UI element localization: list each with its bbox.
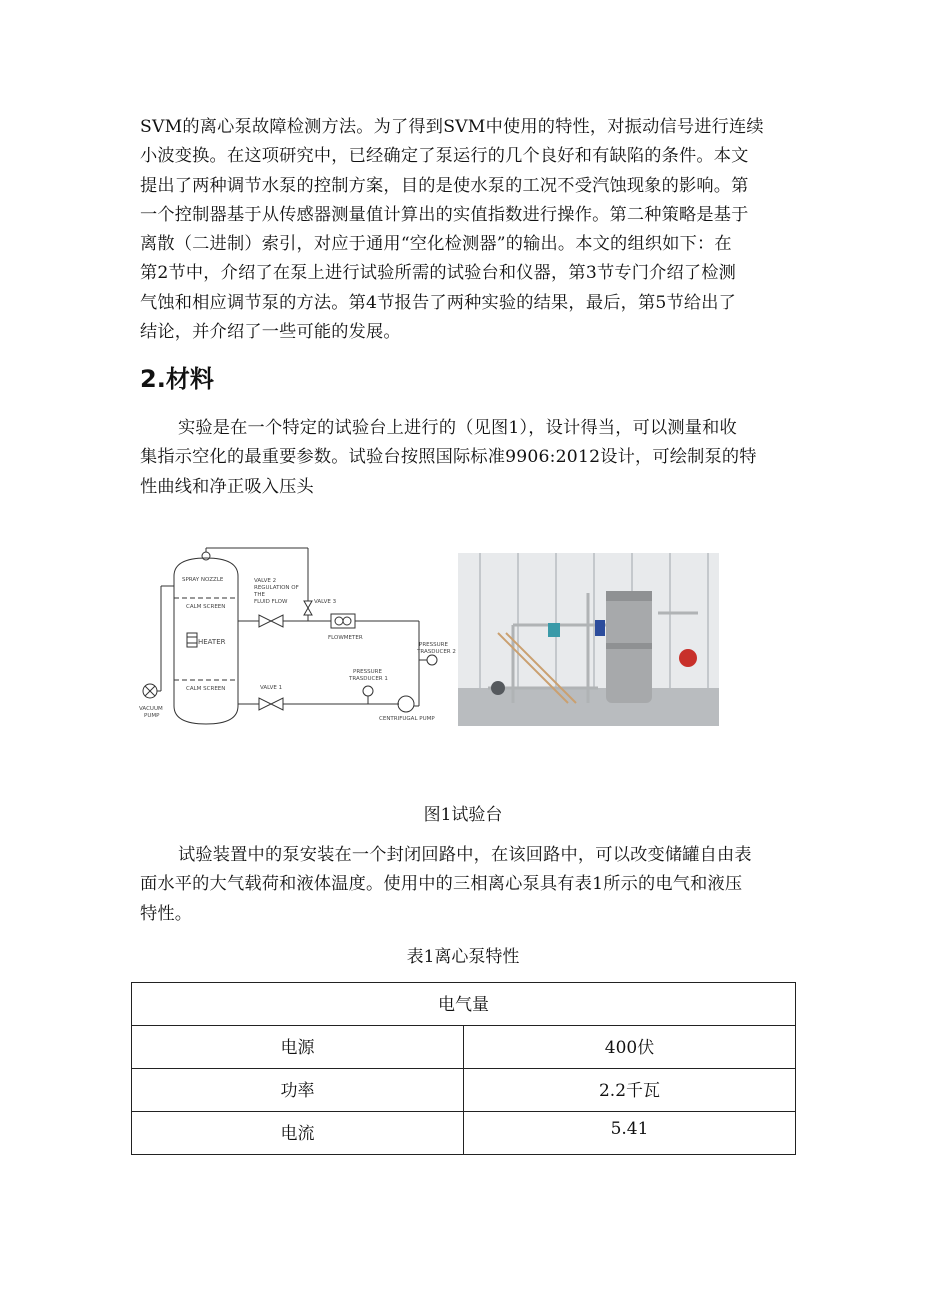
materials-line: 集指示空化的最重要参数。试验台按照国际标准9906:2012设计，可绘制泵的特 <box>140 447 757 468</box>
table-cell-name: 功率 <box>132 1069 464 1112</box>
valve-2-icon <box>259 615 283 627</box>
intro-line: 离散（二进制）索引，对应于通用“空化检测器”的输出。本文的组织如下：在 <box>140 234 732 255</box>
flowmeter-photo <box>548 623 560 637</box>
table-cell-value: 5.41 <box>464 1112 796 1155</box>
diagram-label: PUMP <box>144 713 160 719</box>
test-bench-diagram <box>136 546 456 726</box>
diagram-label: CALM SCREEN <box>186 604 226 610</box>
diagram-label: CALM SCREEN <box>186 686 226 692</box>
diagram-label: VALVE 3 <box>314 599 337 605</box>
pump-characteristics-table <box>131 982 796 1155</box>
intro-line: 第2节中，介绍了在泵上进行试验所需的试验台和仪器，第3节专门介绍了检测 <box>140 263 737 284</box>
intro-line: SVM的离心泵故障检测方法。为了得到SVM中使用的特性，对振动信号进行连续 <box>140 117 764 137</box>
diagram-label: PRESSURE <box>419 642 448 648</box>
diagram-label: FLOWMETER <box>328 635 363 641</box>
diagram-label: FLUID FLOW <box>254 599 288 605</box>
table-cell-name: 电源 <box>132 1026 464 1069</box>
materials-line: 实验是在一个特定的试验台上进行的（见图1），设计得当，可以测量和收 <box>178 418 737 438</box>
pressure-transducer-2-icon <box>427 655 437 665</box>
diagram-label: THE <box>254 592 265 598</box>
intro-line: 小波变换。在这项研究中，已经确定了泵运行的几个良好和有缺陷的条件。本文 <box>140 146 749 167</box>
diagram-label: SPRAY NOZZLE <box>182 577 224 583</box>
intro-line: 提出了两种调节水泵的控制方案，目的是使水泵的工况不受汽蚀现象的影响。第 <box>140 175 749 196</box>
diagram-label: HEATER <box>198 638 226 646</box>
setup-paragraph <box>140 841 790 929</box>
table-row <box>132 1112 796 1155</box>
valve-photo <box>595 620 605 636</box>
diagram-label: TRASDUCER 1 <box>349 676 388 682</box>
table-header-cell: 电气量 <box>132 983 796 1026</box>
table-row <box>132 983 796 1026</box>
intro-line: 结论，并介绍了一些可能的发展。 <box>140 322 401 343</box>
valve-1-icon <box>259 698 283 710</box>
setup-line: 试验装置中的泵安装在一个封闭回路中，在该回路中，可以改变储罐自由表 <box>178 845 752 865</box>
spray-nozzle-icon <box>202 552 210 560</box>
centrifugal-pump-icon <box>398 696 414 712</box>
heater-icon <box>187 633 197 647</box>
valve-3-icon <box>304 601 312 615</box>
intro-paragraph <box>140 113 790 347</box>
setup-line: 面水平的大气载荷和液体温度。使用中的三相离心泵具有表1所示的电气和液压 <box>140 874 743 895</box>
test-bench-photo <box>458 553 719 726</box>
table-row <box>132 1026 796 1069</box>
materials-line: 性曲线和净正吸入压头 <box>140 476 314 497</box>
intro-line: 一个控制器基于从传感器测量值计算出的实值指数进行操作。第二种策略是基于 <box>140 204 749 225</box>
table-caption: 表1离心泵特性 <box>406 947 520 967</box>
diagram-label: VALVE 2 <box>254 578 277 584</box>
table-cell-value: 2.2千瓦 <box>464 1069 796 1112</box>
diagram-label: CENTRIFUGAL PUMP <box>379 716 435 722</box>
setup-line: 特性。 <box>140 903 193 924</box>
figure-caption: 图1试验台 <box>423 805 503 825</box>
table-cell-value: 400伏 <box>464 1026 796 1069</box>
diagram-label: REGULATION OF <box>254 585 299 591</box>
materials-paragraph <box>140 414 790 502</box>
diagram-label: VACUUM <box>139 706 163 712</box>
diagram-label: PRESSURE <box>353 669 382 675</box>
table-cell-name: 电流 <box>132 1112 464 1155</box>
pump-photo <box>679 649 697 667</box>
table-row <box>132 1069 796 1112</box>
section-heading: 2.材料 <box>140 365 214 393</box>
diagram-label: VALVE 1 <box>260 685 283 691</box>
diagram-label: TRASDUCER 2 <box>417 649 456 655</box>
pressure-transducer-1-icon <box>363 686 373 696</box>
intro-line: 气蚀和相应调节泵的方法。第4节报告了两种实验的结果，最后，第5节给出了 <box>140 292 737 313</box>
